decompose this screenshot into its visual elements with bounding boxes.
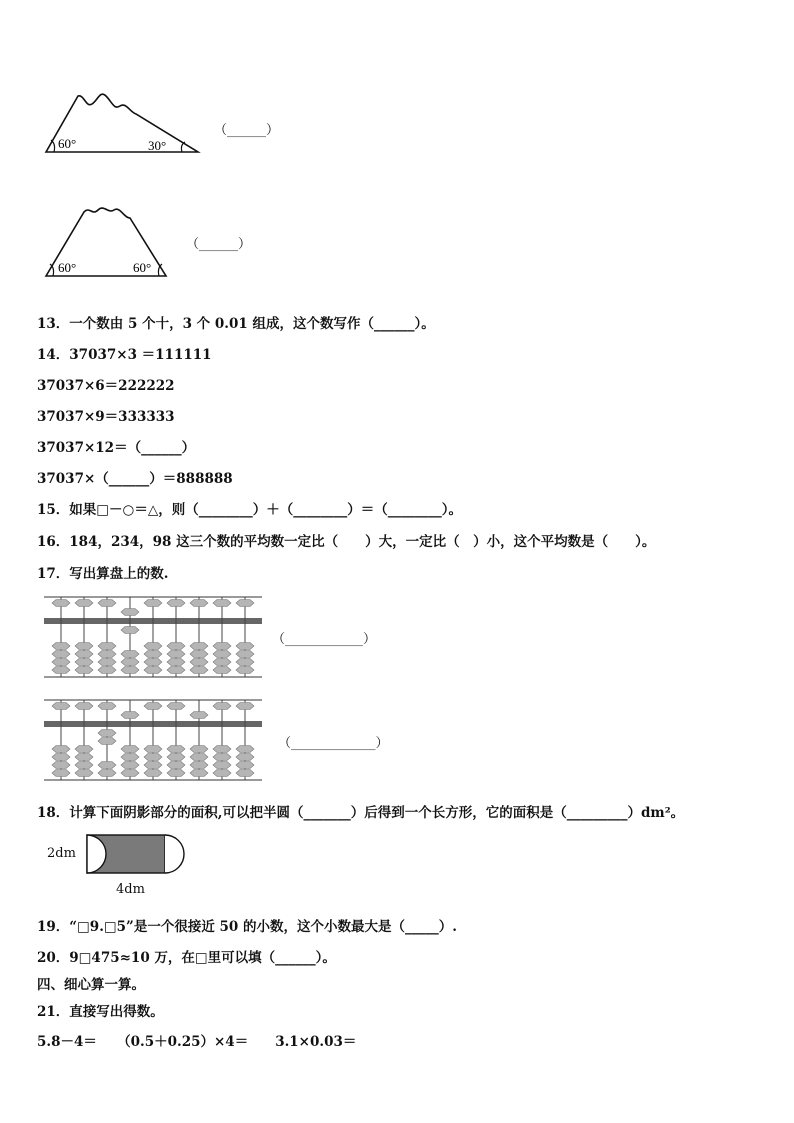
- question-13: 13．一个数由 5 个十，3 个 0.01 组成，这个数写作（______）。: [37, 316, 435, 332]
- angle-label-left: 60°: [58, 260, 77, 275]
- question-14-line-5: 37037×（______）＝888888: [37, 471, 233, 487]
- section-4-heading: 四、细心算一算。: [37, 977, 145, 993]
- question-14-line-4: 37037×12＝（______）: [37, 440, 196, 456]
- shape-label-width: 4dm: [116, 882, 145, 897]
- question-16: 16．184，234，98 这三个数的平均数一定比（ ）大，一定比（ ）小，这个平均数是（ ）。: [37, 534, 656, 550]
- question-14-line-3: 37037×9＝333333: [37, 409, 175, 425]
- question-20: 20．9□475≈10 万，在□里可以填（______）。: [37, 950, 336, 966]
- angle-label-right: 30°: [148, 138, 167, 153]
- abacus-answer-2[interactable]: （_____________）: [278, 736, 389, 751]
- question-15: 15．如果□－○＝△，则（________）＋（________）＝（________）。: [37, 502, 462, 518]
- abacus-figure-1: [44, 596, 262, 678]
- question-14-line-2: 37037×6＝222222: [37, 378, 175, 394]
- triangle-figure-2: [40, 200, 170, 280]
- question-19: 19．“□9.□5”是一个很接近 50 的小数，这个小数最大是（_____）.: [37, 919, 457, 935]
- abacus-figure-2: [44, 699, 262, 781]
- calculation-row: 5.8－4＝ （0.5＋0.25）×4＝ 3.1×0.03＝: [37, 1034, 357, 1050]
- question-14-title: 14．37037×3 ＝111111: [37, 347, 212, 363]
- question-18: 18．计算下面阴影部分的面积,可以把半圆（_______）后得到一个长方形，它的面积是（_________）dm²。: [37, 805, 685, 821]
- shaded-shape-figure: [86, 834, 186, 876]
- triangle-figure-1: [40, 88, 210, 160]
- triangle-answer-1[interactable]: （______）: [214, 123, 280, 138]
- angle-label-left: 60°: [58, 136, 77, 151]
- angle-label-right: 60°: [133, 260, 152, 275]
- shape-label-height: 2dm: [47, 846, 76, 861]
- question-21: 21．直接写出得数。: [37, 1004, 164, 1020]
- triangle-answer-2[interactable]: （______）: [186, 237, 252, 252]
- question-17: 17．写出算盘上的数.: [37, 566, 169, 582]
- abacus-answer-1[interactable]: （____________）: [272, 632, 377, 647]
